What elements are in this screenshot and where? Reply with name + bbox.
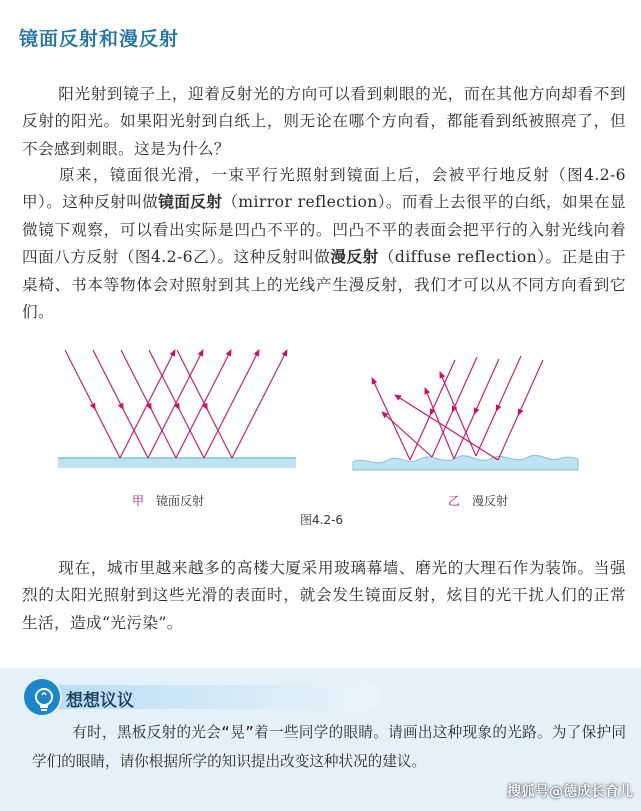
mirror-surface [58, 458, 296, 468]
specular-incident-ray-tail [179, 409, 204, 458]
diffuse-reflected-ray [372, 378, 410, 460]
term-mirror-reflection: 镜面反射 [158, 193, 223, 212]
specular-incident-ray-tail [151, 409, 176, 458]
specular-reflected-ray [176, 350, 231, 458]
diffuse-incident-ray-tail [454, 414, 474, 459]
figure-label: 图4.2-6 [300, 513, 344, 527]
diffuse-reflected-ray [395, 395, 498, 460]
specular-incident-ray-tail [207, 409, 232, 458]
specular-incident-ray [121, 350, 151, 409]
diffuse-incident-ray [430, 360, 455, 415]
term-diffuse-reflection: 漫反射 [330, 248, 379, 267]
paragraph-1 [22, 81, 626, 163]
specular-incident-ray [149, 350, 179, 409]
paragraph-2-part2: （mirror reflection）。而看上去很平的白纸，如果在显微镜下观察，可以看出实际是凹凸不平的。凹凸不平的表面会把平行的入射光线向着四面八方反射（图4.2-6乙）。这种反射叫做 [22, 193, 626, 267]
specular-reflection-diagram [58, 350, 296, 468]
specular-incident-ray [93, 350, 123, 409]
caption-specular [132, 492, 204, 509]
specular-incident-ray [65, 350, 95, 409]
diffuse-incident-ray-tail [476, 411, 496, 456]
diffuse-reflected-ray [382, 412, 432, 457]
section-title: 镜面反射和漫反射 [19, 28, 180, 50]
think-title: 想想议议 [66, 691, 134, 711]
caption-letter-yi: 乙 [448, 494, 461, 508]
paragraph-3 [22, 555, 626, 637]
specular-reflected-ray [148, 350, 203, 458]
specular-incident-ray-tail [123, 409, 148, 458]
think-text-body: 有时，黑板反射的光会“晃”着一些同学的眼睛。请画出这种现象的光路。为了保护同学们的眼睛，请你根据所学的知识提出改变这种状况的建议。 [32, 724, 626, 770]
specular-reflected-ray [204, 350, 259, 458]
paragraph-3-text: 现在，城市里越来越多的高楼大厦采用玻璃幕墙、磨光的大理石作为装饰。当强烈的太阳光照射到这些光滑的表面时，就会发生镜面反射，炫目的光干扰人们的正常生活，造成“光污染”。 [22, 559, 626, 632]
diffuse-incident-ray [518, 360, 543, 415]
specular-reflected-ray [120, 350, 175, 458]
think-text [32, 718, 626, 776]
diffuse-incident-ray [474, 359, 499, 414]
caption-specular-text: 镜面反射 [156, 494, 205, 508]
caption-diffuse [448, 492, 508, 509]
specular-incident-ray-tail [95, 409, 120, 458]
diffuse-reflected-ray [440, 372, 476, 456]
paragraph-2 [22, 162, 626, 326]
paragraph-2-part1: 原来，镜面很光滑，一束平行光照射到镜面上后，会被平行地反射（图4.2-6甲）。这种反射叫做 [22, 166, 626, 212]
diffuse-incident-ray-tail [432, 412, 452, 457]
lightbulb-icon [22, 677, 62, 717]
diffuse-incident-ray [452, 357, 477, 412]
specular-incident-ray [177, 350, 207, 409]
reflection-figure [0, 340, 641, 540]
diffuse-reflection-diagram [353, 356, 578, 470]
rough-surface [353, 455, 578, 470]
paragraph-1-text: 阳光射到镜子上，迎着反射光的方向可以看到刺眼的光，而在其他方向却看不到反射的阳光。如果阳光射到白纸上，则无论在哪个方向看，都能看到纸被照亮了，但不会感到刺眼。这是为什么？ [22, 85, 626, 158]
specular-reflected-ray [232, 350, 287, 458]
paragraph-2-part3: （diffuse reflection）。正是由于桌椅、书本等物体会对照射到其上的光线产生漫反射，我们才可以从不同方向看到它们。 [22, 248, 626, 322]
diffuse-incident-ray-tail [498, 415, 518, 460]
watermark: 搜狐号@德成长育儿 [507, 784, 633, 800]
diffuse-incident-ray [496, 356, 521, 411]
caption-letter-jia: 甲 [132, 494, 145, 508]
caption-diffuse-text: 漫反射 [472, 494, 509, 508]
